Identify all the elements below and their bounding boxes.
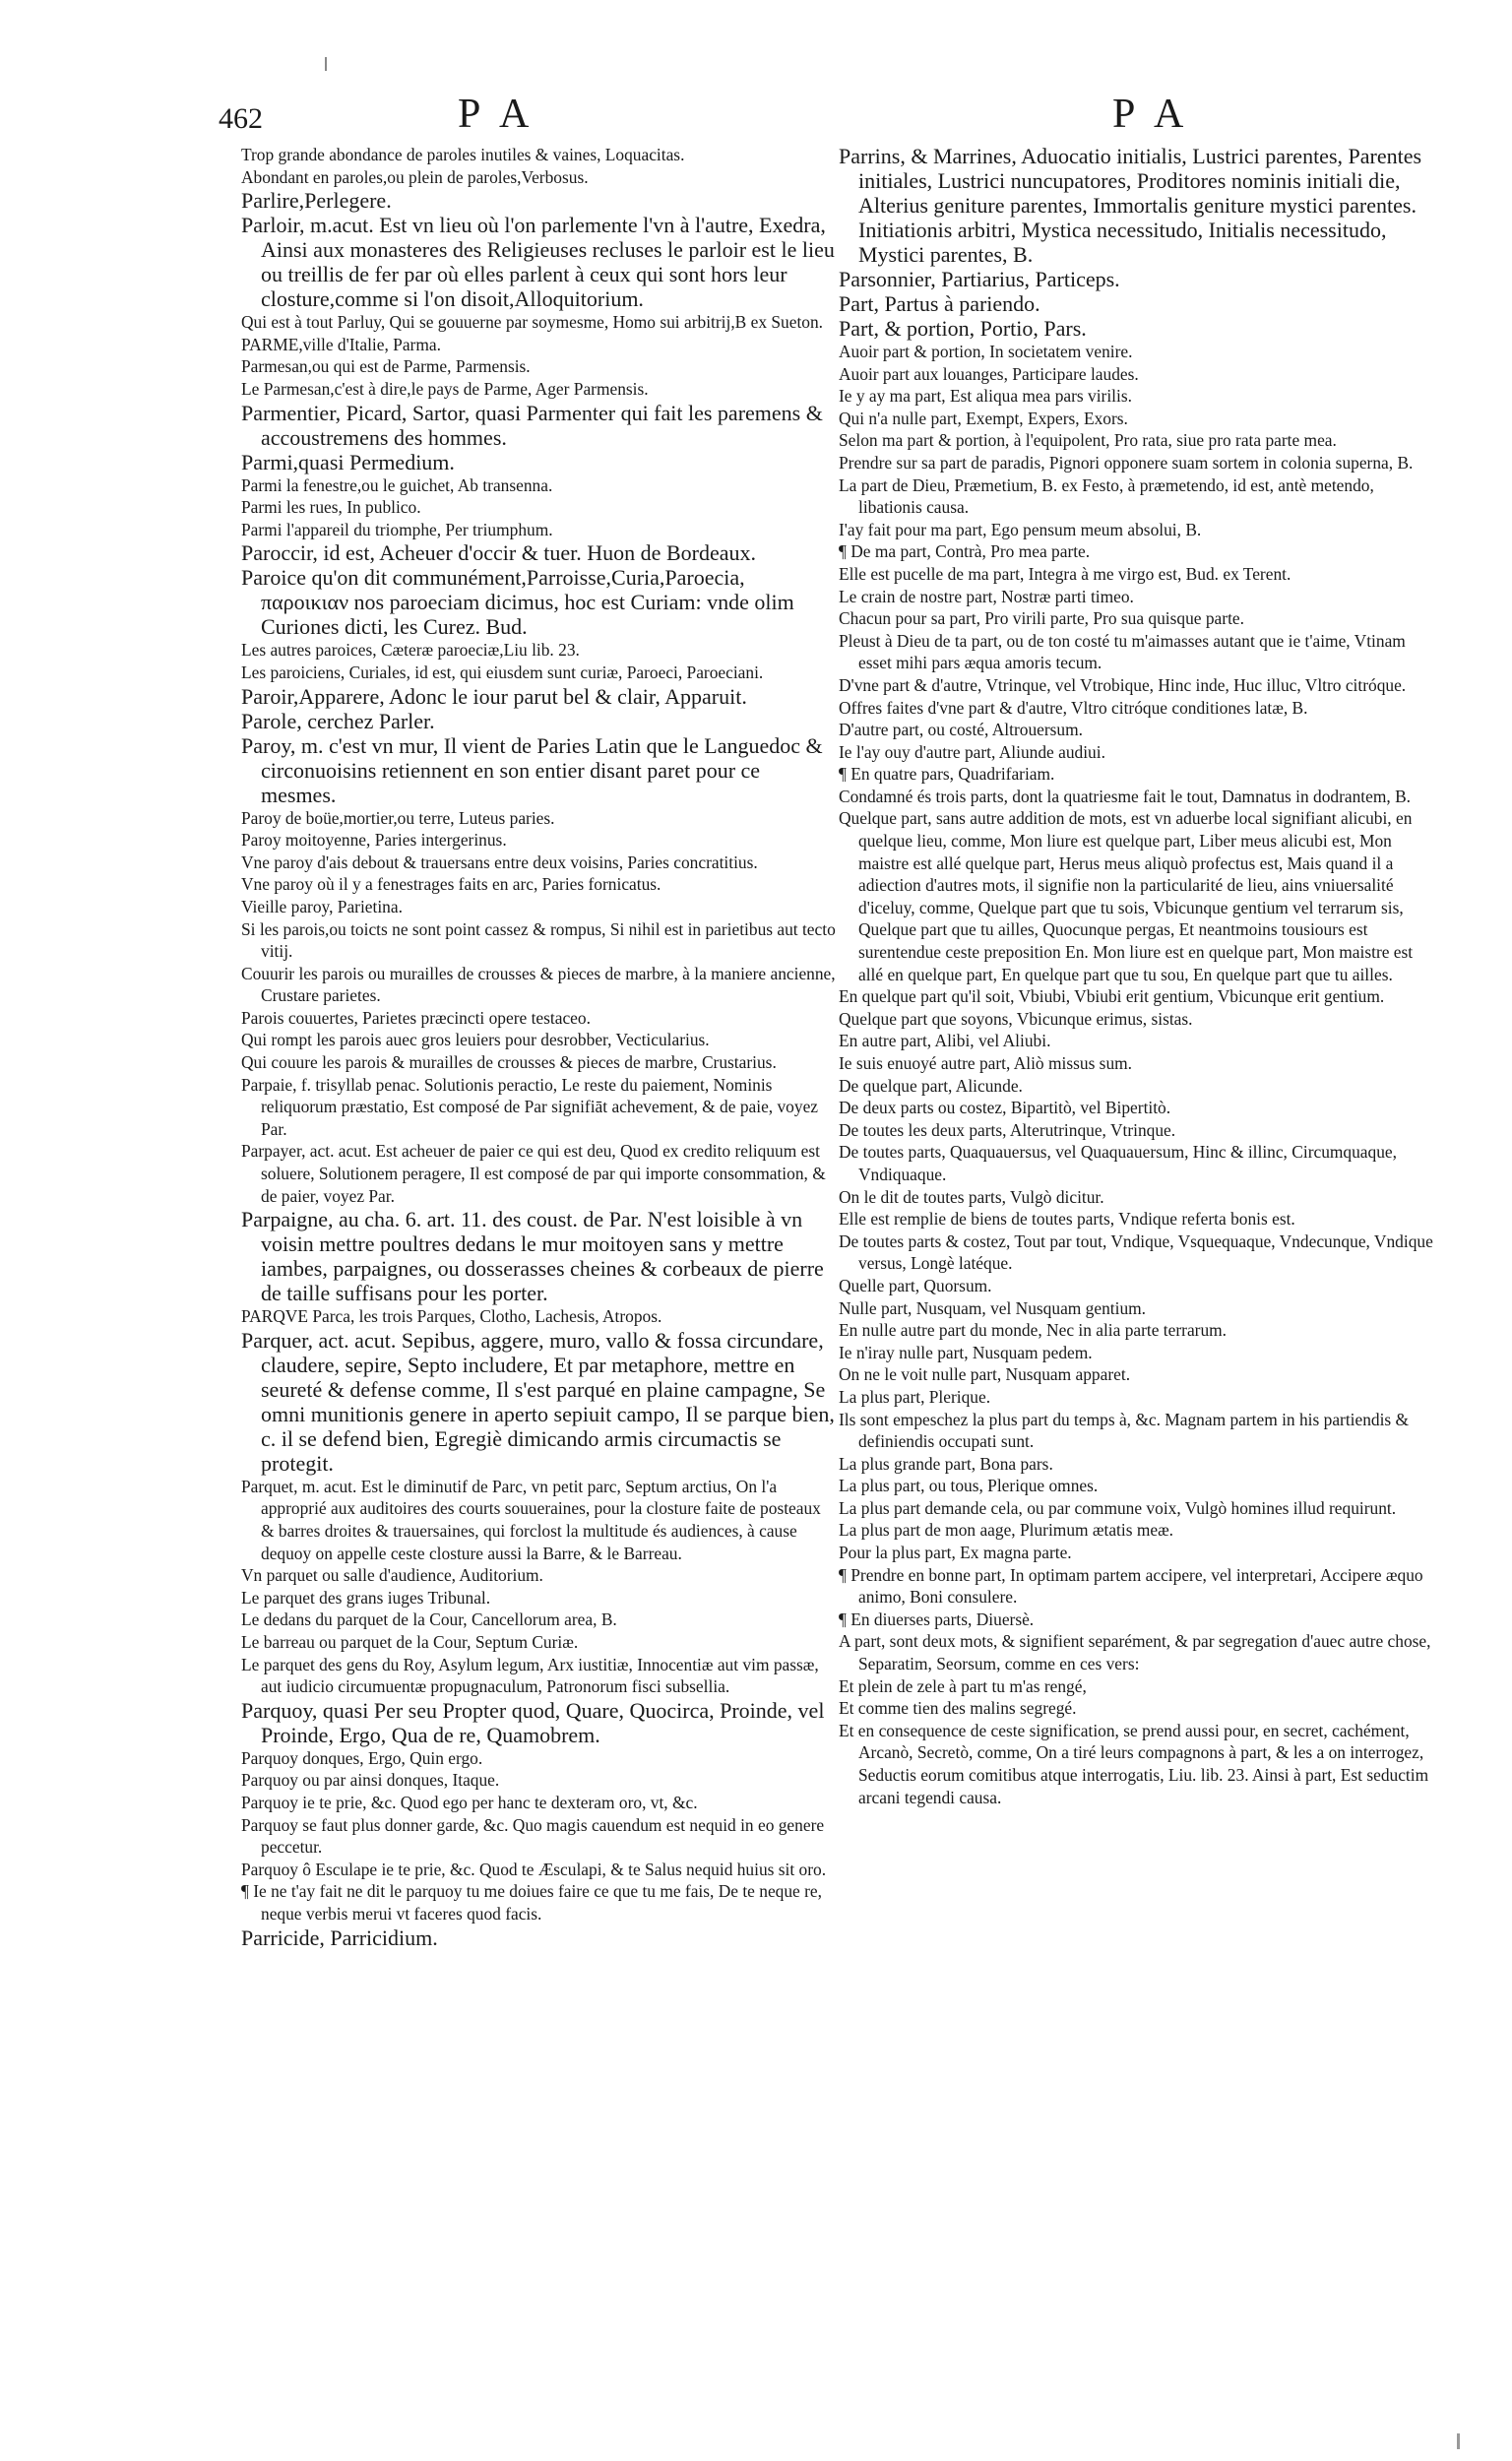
dictionary-entry: Selon ma part & portion, à l'equipolent, Pro rata, siue pro rata parte mea.: [839, 430, 1337, 451]
dictionary-entry: Paroice qu'on dit communément,Parroisse,Curia,Paroecia, παροικιαν nos paroeciam dicimus, hoc est Curiam: vnde olim Curiones dicti, les Curez. Bud.: [241, 565, 794, 640]
dictionary-entry: Abondant en paroles,ou plein de paroles,Verbosus.: [241, 166, 589, 187]
dictionary-entry: ¶ De ma part, Contrà, Pro mea parte.: [839, 541, 1091, 562]
scan-mark: [325, 57, 327, 71]
dictionary-entry: ¶ En diuerses parts, Diuersè.: [839, 1609, 1035, 1629]
dictionary-entry: Et comme tien des malins segregé.: [839, 1698, 1077, 1719]
dictionary-entry: Pleust à Dieu de ta part, ou de ton costé tu m'aimasses autant que ie t'aime, Vtinam esset mihi pars æqua amoris tecum.: [839, 630, 1406, 673]
dictionary-entry: Parquoy ou par ainsi donques, Itaque.: [241, 1770, 500, 1791]
dictionary-entry: Ils sont empeschez la plus part du temps à, &c. Magnam partem in his partiendis & definiendis occupati sunt.: [839, 1409, 1410, 1452]
dictionary-entry: Quelle part, Quorsum.: [839, 1275, 992, 1295]
dictionary-entry: Part, & portion, Portio, Pars.: [839, 316, 1087, 341]
dictionary-entry: ¶ En quatre pars, Quadrifariam.: [839, 764, 1055, 785]
dictionary-entry: Vne paroy d'ais debout & trauersans entre deux voisins, Paries concratitius.: [241, 852, 758, 872]
dictionary-entry: La plus part de mon aage, Plurimum ætatis meæ.: [839, 1520, 1174, 1541]
dictionary-entry: Parquet, m. acut. Est le diminutif de Parc, vn petit parc, Septum arctius, On l'a approprié aux auditoires des courts souueraines, pour la closture faite de posteaux & barres droites & trauersaines, qui forclost la multitude és audiences, à cause dequoy on appelle ceste closture aussi la Barre, & le Barreau.: [241, 1476, 821, 1563]
dictionary-entry: Parquoy ie te prie, &c. Quod ego per hanc te dexteram oro, vt, &c.: [241, 1792, 698, 1812]
dictionary-entry: Parquoy, quasi Per seu Propter quod, Quare, Quocirca, Proinde, vel Proinde, Ergo, Qua de re, Quamobrem.: [241, 1697, 825, 1747]
dictionary-entry: PARME,ville d'Italie, Parma.: [241, 334, 441, 354]
dictionary-entry: I'ay fait pour ma part, Ego pensum meum absolui, B.: [839, 519, 1202, 539]
dictionary-entry: Le dedans du parquet de la Cour, Cancellorum area, B.: [241, 1609, 617, 1630]
dictionary-entry: ¶ Prendre en bonne part, In optimam partem accipere, vel interpretari, Accipere æquo animo, Boni consulere.: [839, 1564, 1423, 1608]
dictionary-entry: Trop grande abondance de paroles inutiles & vaines, Loquacitas.: [241, 145, 685, 164]
dictionary-entry: Elle est remplie de biens de toutes parts, Vndique referta bonis est.: [839, 1209, 1295, 1230]
dictionary-entry: Paroccir, id est, Acheuer d'occir & tuer. Huon de Bordeaux.: [241, 540, 756, 566]
dictionary-entry: La part de Dieu, Præmetium, B. ex Festo, à præmetendo, id est, antè metendo, libationis causa.: [839, 474, 1374, 518]
dictionary-entry: Parmi,quasi Permedium.: [241, 449, 455, 474]
dictionary-entry: Vieille paroy, Parietina.: [241, 896, 403, 916]
dictionary-entry: Prendre sur sa part de paradis, Pignori opponere suam sortem in colonia superna, B.: [839, 452, 1414, 473]
dictionary-entry: Qui couure les parois & murailles de crousses & pieces de marbre, Crustarius.: [241, 1052, 777, 1073]
dictionary-entry: Paroy, m. c'est vn mur, Il vient de Paries Latin que le Languedoc & circonuoisins retiennent en son entier disant paret pour ce mesmes.: [241, 732, 823, 807]
dictionary-entry: Parquoy donques, Ergo, Quin ergo.: [241, 1747, 483, 1768]
dictionary-entry: Paroy de boüe,mortier,ou terre, Luteus paries.: [241, 807, 555, 828]
dictionary-entry: Parois couuertes, Parietes præcincti opere testaceo.: [241, 1007, 591, 1028]
dictionary-entry: Parricide, Parricidium.: [241, 1925, 438, 1950]
right-running-title: P A: [1112, 92, 1190, 137]
dictionary-entry: Et plein de zele à part tu m'as rengé,: [839, 1675, 1087, 1696]
right-column: [839, 144, 1434, 1808]
dictionary-entry: Ie y ay ma part, Est aliqua mea pars virilis.: [839, 386, 1132, 407]
dictionary-entry: Le barreau ou parquet de la Cour, Septum Curiæ.: [241, 1631, 579, 1652]
dictionary-entry: Condamné és trois parts, dont la quatriesme fait le tout, Damnatus in dodrantem, B.: [839, 786, 1412, 806]
dictionary-entry: Le parquet des gens du Roy, Asylum legum, Arx iustitiæ, Innocentiæ aut vim passæ, aut iudicio circumuentæ propugnaculum, Patronorum fisci subsellia.: [241, 1654, 819, 1697]
dictionary-entry: Parpaie, f. trisyllab penac. Solutionis peractio, Le reste du paiement, Nominis reliquorum præstatio, Est composé de Par signifiāt achevement, & de paie, voyez Par.: [241, 1074, 819, 1139]
dictionary-entry: Parrins, & Marrines, Aduocatio initialis, Lustrici parentes, Parentes initiales, Lustrici nuncupatores, Proditores nominis initiali die, Alterius geniture parentes, Immortalis geniture mystici parentes. Initiationis arbitri, Mystica necessitudo, Initialis necessitudo, Mystici parentes, B.: [839, 144, 1422, 267]
dictionary-entry: Parmesan,ou qui est de Parme, Parmensis.: [241, 356, 531, 377]
dictionary-entry: Nulle part, Nusquam, vel Nusquam gentium.: [839, 1297, 1147, 1318]
dictionary-entry: Le parquet des grans iuges Tribunal.: [241, 1587, 491, 1608]
dictionary-entry: Parquer, act. acut. Sepibus, aggere, muro, vallo & fossa circundare, claudere, sepire, Septo includere, Et par metaphore, mettre en seureté & defense comme, Il s'est parqué en plaine campagne, Se omni munitionis genere in aperto sepiuit campo, Il se parque bien, c. il se defend bien, Egregiè dimicando armis circumactis se protegit.: [241, 1327, 835, 1476]
dictionary-entry: La plus part, ou tous, Plerique omnes.: [839, 1476, 1099, 1496]
dictionary-entry: ¶ Ie ne t'ay fait ne dit le parquoy tu me doiues faire ce que tu me fais, De te neque re, neque verbis merui vt faceres quod facis.: [241, 1881, 822, 1924]
dictionary-entry: Parmentier, Picard, Sartor, quasi Parmenter qui fait les paremens & accoustremens des hommes.: [241, 400, 823, 450]
dictionary-entry: En nulle autre part du monde, Nec in alia parte terrarum.: [839, 1320, 1228, 1341]
dictionary-entry: On ne le voit nulle part, Nusquam apparet.: [839, 1364, 1131, 1385]
dictionary-entry: En autre part, Alibi, vel Aliubi.: [839, 1031, 1051, 1051]
dictionary-entry: Parsonnier, Partiarius, Particeps.: [839, 267, 1120, 291]
dictionary-entry: De quelque part, Alicunde.: [839, 1075, 1023, 1096]
dictionary-entry: La plus grande part, Bona pars.: [839, 1453, 1053, 1474]
dictionary-entry: De deux parts ou costez, Bipartitò, vel Bipertitò.: [839, 1098, 1171, 1118]
dictionary-entry: Quelque part, sans autre addition de mots, est vn aduerbe local signifiant alicubi, en quelque lieu, comme, Mon liure est quelque part, Liber meus alicubi est, Mon maistre est allé quelque part, Herus meus aliquò profectus est, Mais quand il a adiection d'autres mots, il signifie non la particularité de lieu, ains vniuersalité d'iceluy, comme, Quelque part que tu sois, Vbicunque gentium vel terrarum sis, Quelque part que tu ailles, Quocunque pergas, Et neantmoins tousiours est surentendue ceste preposition En. Mon liure est en quelque part, Mon maistre est allé en quelque part, En quelque part que tu sou, En quelque part que tu ailles.: [839, 808, 1414, 984]
dictionary-entry: De toutes parts, Quaquauersus, vel Quaquauersum, Hinc & illinc, Circumquaque, Vndiquaque.: [839, 1142, 1397, 1184]
dictionary-entry: D'autre part, ou costé, Altrouersum.: [839, 720, 1083, 740]
dictionary-entry: Qui est à tout Parluy, Qui se gouuerne par soymesme, Homo sui arbitrij,B ex Sueton.: [241, 312, 824, 333]
dictionary-entry: Et en consequence de ceste signification, se prend aussi pour, en secret, cachément, Arcanò, Secretò, comme, On a tiré leurs compagnons à part, & les a on interrogez, Seductis eorum comitibus atque interrogatis, Liu. lib. 23. Ainsi à part, Est seductim arcani tegendi causa.: [839, 1720, 1429, 1807]
dictionary-entry: De toutes parts & costez, Tout par tout, Vndique, Vsquequaque, Vndecunque, Vndique versus, Longè latéque.: [839, 1230, 1433, 1274]
dictionary-entry: Si les parois,ou toicts ne sont point cassez & rompus, Si nihil est in parietibus aut tecto vitij.: [241, 918, 836, 962]
dictionary-entry: Les paroiciens, Curiales, id est, qui eiusdem sunt curiæ, Paroeci, Paroeciani.: [241, 662, 764, 682]
dictionary-entry: De toutes les deux parts, Alterutrinque, Vtrinque.: [839, 1119, 1176, 1140]
page-header: [0, 91, 1512, 140]
dictionary-entry: La plus part, Plerique.: [839, 1386, 991, 1407]
dictionary-entry: Paroy moitoyenne, Paries intergerinus.: [241, 830, 507, 851]
dictionary-entry: Parloir, m.acut. Est vn lieu où l'on parlemente l'vn à l'autre, Exedra, Ainsi aux monasteres des Religieuses recluses le parloir est le lieu ou treillis de fer par où elles parlent à ceux qui sont hors leur closture,comme si l'on disoit,Alloquitorium.: [241, 213, 835, 312]
dictionary-entry: D'vne part & d'autre, Vtrinque, vel Vtrobique, Hinc inde, Huc illuc, Vltro citróque.: [839, 674, 1407, 695]
dictionary-entry: PARQVE Parca, les trois Parques, Clotho, Lachesis, Atropos.: [241, 1306, 662, 1327]
dictionary-entry: Auoir part aux louanges, Participare laudes.: [839, 363, 1139, 384]
dictionary-entry: Auoir part & portion, In societatem venire.: [839, 342, 1133, 361]
dictionary-entry: Vne paroy où il y a fenestrages faits en arc, Paries fornicatus.: [241, 874, 662, 895]
dictionary-entry: En quelque part qu'il soit, Vbiubi, Vbiubi erit gentium, Vbicunque erit gentium.: [839, 986, 1385, 1007]
dictionary-entry: Ie l'ay ouy d'autre part, Aliunde audiui.: [839, 741, 1105, 762]
page-number: 462: [219, 102, 263, 135]
dictionary-entry: Qui rompt les parois auec gros leuiers pour desrobber, Vecticularius.: [241, 1030, 710, 1050]
dictionary-entry: La plus part demande cela, ou par commune voix, Vulgò homines illud requirunt.: [839, 1497, 1397, 1518]
dictionary-entry: Parlire,Perlegere.: [241, 188, 392, 214]
dictionary-entry: Parquoy se faut plus donner garde, &c. Quo magis cauendum est nequid in eo genere peccetur.: [241, 1814, 825, 1858]
dictionary-entry: Part, Partus à pariendo.: [839, 291, 1040, 316]
dictionary-entry: Parmi les rues, In publico.: [241, 497, 421, 518]
dictionary-entry: Parmi l'appareil du triomphe, Per triumphum.: [241, 519, 553, 539]
dictionary-entry: Parmi la fenestre,ou le guichet, Ab transenna.: [241, 474, 553, 495]
dictionary-entry: Paroir,Apparere, Adonc le iour parut bel & clair, Apparuit.: [241, 683, 747, 709]
dictionary-entry: Le Parmesan,c'est à dire,le pays de Parme, Ager Parmensis.: [241, 378, 649, 399]
dictionary-entry: Le crain de nostre part, Nostræ parti timeo.: [839, 586, 1134, 606]
dictionary-entry: On le dit de toutes parts, Vulgò dicitur.: [839, 1186, 1104, 1207]
dictionary-entry: Chacun pour sa part, Pro virili parte, Pro sua quisque parte.: [839, 608, 1244, 629]
dictionary-entry: Parole, cerchez Parler.: [241, 708, 435, 733]
left-running-title: P A: [458, 92, 536, 137]
dictionary-entry: Vn parquet ou salle d'audience, Auditorium.: [241, 1565, 543, 1586]
dictionary-entry: Couurir les parois ou murailles de crousses & pieces de marbre, à la maniere ancienne, Crustare parietes.: [241, 963, 836, 1006]
dictionary-entry: Qui n'a nulle part, Exempt, Expers, Exors.: [839, 408, 1128, 428]
dictionary-entry: Parquoy ô Esculape ie te prie, &c. Quod te Æsculapi, & te Salus nequid huius sit oro.: [241, 1859, 827, 1879]
dictionary-entry: Pour la plus part, Ex magna parte.: [839, 1543, 1072, 1563]
dictionary-entry: Elle est pucelle de ma part, Integra à me virgo est, Bud. ex Terent.: [839, 563, 1292, 584]
dictionary-entry: Ie suis enuoyé autre part, Aliò missus sum.: [839, 1053, 1133, 1073]
left-column: [241, 144, 837, 1950]
dictionary-entry: Les autres paroices, Cæteræ paroeciæ,Liu lib. 23.: [241, 640, 580, 661]
dictionary-entry: Parpaigne, au cha. 6. art. 11. des coust. de Par. N'est loisible à vn voisin mettre poultres dedans le mur moitoyen sans y mettre iambes, parpaignes, ou dosserasses cheines & corbeaux de pierre de taille suffisans pour les porter.: [241, 1207, 824, 1306]
dictionary-entry: Ie n'iray nulle part, Nusquam pedem.: [839, 1342, 1093, 1362]
scan-mark-bottom: [1457, 2433, 1460, 2449]
dictionary-entry: Offres faites d'vne part & d'autre, Vltro citróque conditiones latæ, B.: [839, 697, 1308, 718]
dictionary-entry: Parpayer, act. acut. Est acheuer de paier ce qui est deu, Quod ex credito reliquum est soluere, Solutionem peragere, Il est composé de par qui importe consommation, & de paier, voyez Par.: [241, 1141, 826, 1206]
dictionary-entry: Quelque part que soyons, Vbicunque erimus, sistas.: [839, 1008, 1193, 1029]
dictionary-entry: A part, sont deux mots, & signifient separément, & par segregation d'auec autre chose, Separatim, Seorsum, comme en ces vers:: [839, 1631, 1431, 1674]
